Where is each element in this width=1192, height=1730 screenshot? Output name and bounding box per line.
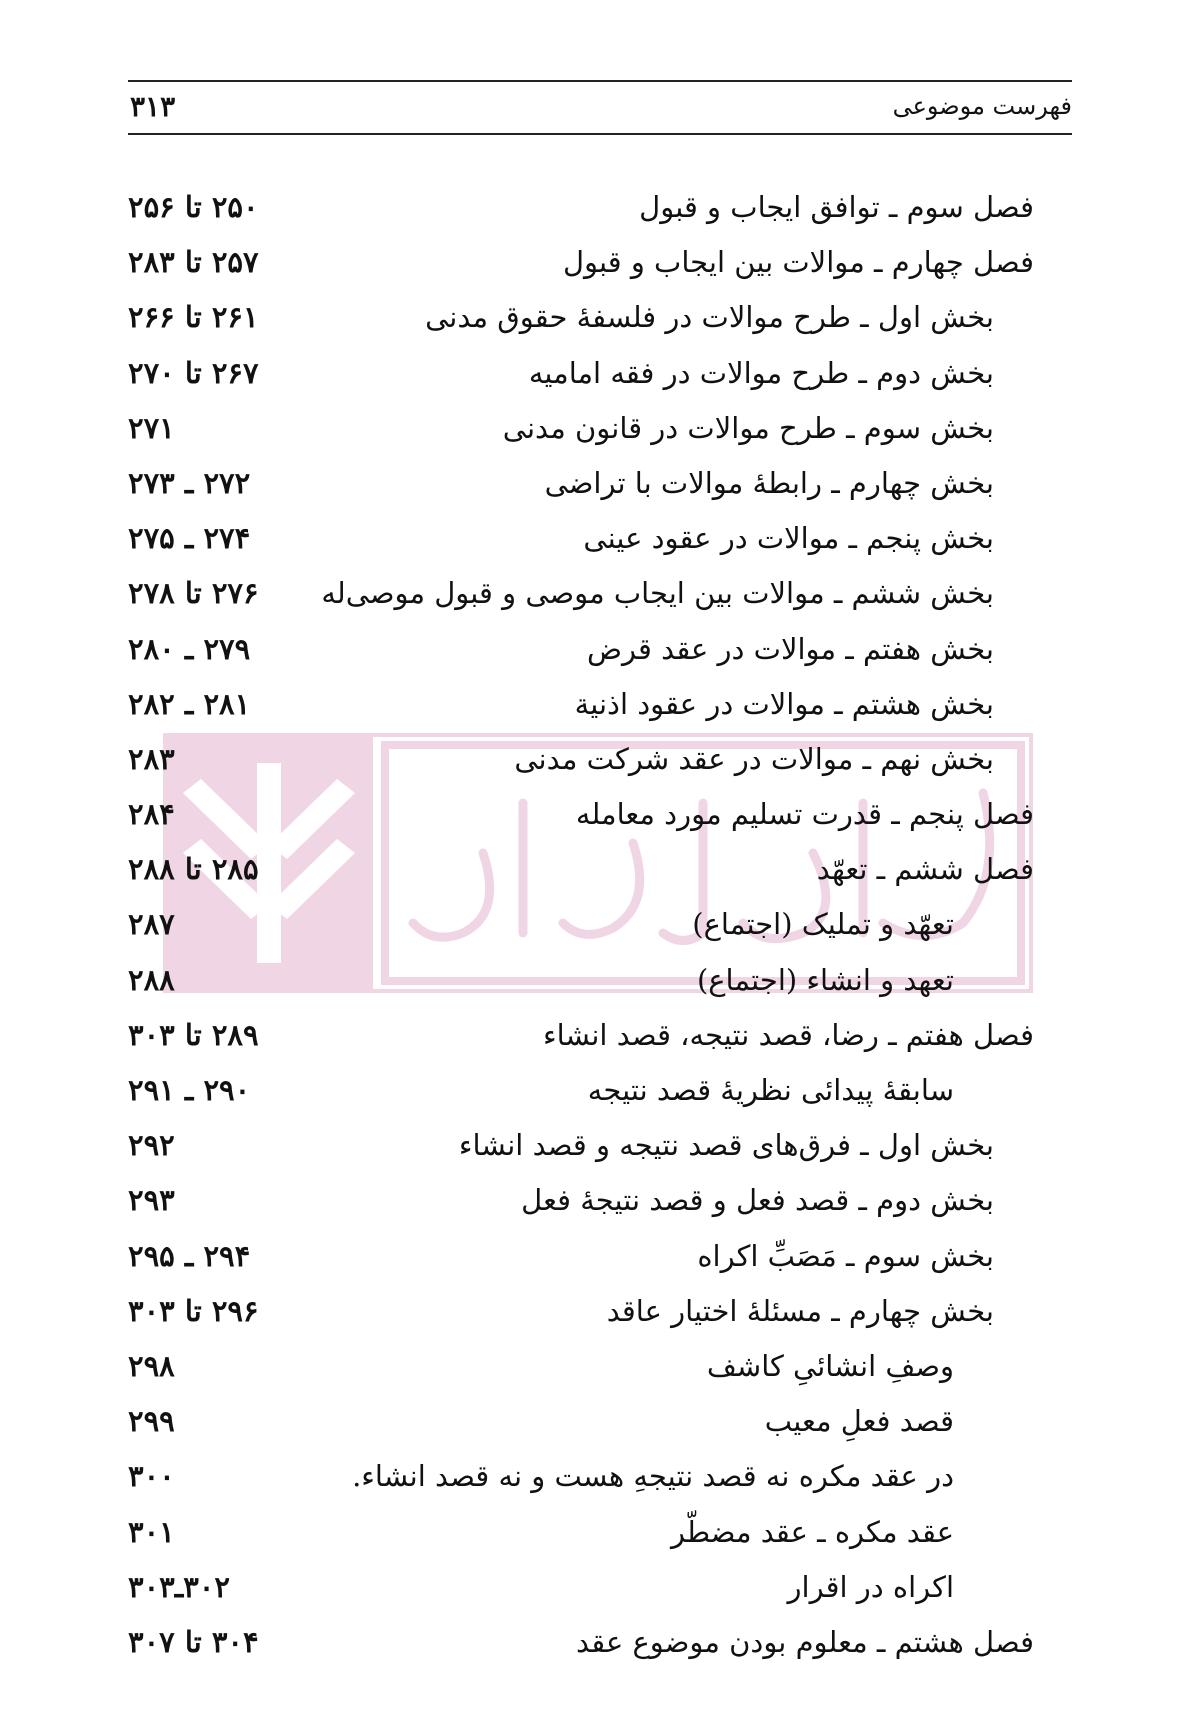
toc-entry-pages: ۲۷۶ تا ۲۷۸ xyxy=(128,576,259,611)
toc-entry-pages: ۲۹۳ xyxy=(128,1183,175,1218)
toc-entry-pages: ۲۹۹ xyxy=(128,1404,175,1439)
toc-entry-title: اکراه در اقرار xyxy=(787,1569,954,1604)
toc-entry-pages: ۲۸۸ xyxy=(128,962,175,997)
toc-entry xyxy=(0,842,1192,897)
toc-entry-pages: ۲۹۶ تا ۳۰۳ xyxy=(128,1293,259,1328)
toc-entry-pages: ۲۶۷ تا ۲۷۰ xyxy=(128,355,259,390)
toc-entry xyxy=(0,290,1192,345)
toc-entry-title: بخش دوم ـ قصد فعل و قصد نتیجهٔ فعل xyxy=(521,1183,994,1218)
toc-entry-title: فصل سوم ـ توافق ایجاب و قبول xyxy=(639,190,1034,224)
toc-entry-title: بخش ششم ـ موالات بین ایجاب موصی و قبول موصی‌له xyxy=(321,576,994,611)
toc-entry xyxy=(0,1339,1192,1394)
toc-entry-title: بخش نهم ـ موالات در عقد شرکت مدنی xyxy=(514,741,994,776)
toc-entry xyxy=(0,566,1192,621)
toc-entry-pages: ۲۷۱ xyxy=(128,410,175,445)
toc-entry xyxy=(0,787,1192,842)
toc-entry-title: فصل پنجم ـ قدرت تسلیم مورد معامله xyxy=(575,797,1034,832)
toc-entry-title: فصل ششم ـ تعهّد xyxy=(816,852,1034,887)
toc-entry-title: در عقد مکره نه قصد نتیجهِ هست و نه قصد انشاء. xyxy=(352,1459,954,1494)
toc-entry-pages: ۳۰۴ تا ۳۰۷ xyxy=(128,1624,259,1659)
toc-entry xyxy=(0,897,1192,952)
toc-entry xyxy=(0,622,1192,677)
toc-entry-title: بخش چهارم ـ رابطهٔ موالات با تراضی xyxy=(544,465,994,500)
toc-entry-title: بخش پنجم ـ موالات در عقود عینی xyxy=(583,521,994,556)
toc-entry-title: بخش سوم ـ طرح موالات در قانون مدنی xyxy=(502,410,994,445)
toc-entry-title: بخش سوم ـ مَصَبِّ اکراه xyxy=(697,1238,994,1273)
table-of-contents xyxy=(0,180,1192,1670)
toc-entry xyxy=(0,1560,1192,1615)
toc-entry xyxy=(0,456,1192,511)
toc-entry-title: تعهّد و تملیک (اجتماع) xyxy=(692,907,954,942)
toc-entry-title: قصد فعلِ معیب xyxy=(764,1404,954,1439)
toc-entry xyxy=(0,1063,1192,1118)
page-number: ۳۱۳ xyxy=(130,90,176,123)
toc-entry xyxy=(0,1505,1192,1560)
toc-entry-pages: ۲۹۴ ـ ۲۹۵ xyxy=(128,1238,251,1273)
toc-entry-pages: ۲۵۰ تا ۲۵۶ xyxy=(128,190,259,224)
toc-entry-pages: ۲۷۹ ـ ۲۸۰ xyxy=(128,631,251,666)
toc-entry-title: بخش هشتم ـ موالات در عقود اذنیة xyxy=(574,686,994,721)
toc-entry-pages: ۳۰۱ xyxy=(128,1514,175,1549)
toc-entry xyxy=(0,953,1192,1008)
toc-entry-pages: ۲۷۲ ـ ۲۷۳ xyxy=(128,465,251,500)
toc-entry-pages: ۲۵۷ تا ۲۸۳ xyxy=(128,245,259,280)
toc-entry xyxy=(0,180,1192,235)
toc-entry-title: بخش هفتم ـ موالات در عقد قرض xyxy=(586,631,994,666)
header-rule-bottom xyxy=(128,133,1072,135)
toc-entry xyxy=(0,511,1192,566)
toc-entry xyxy=(0,1173,1192,1228)
toc-entry-pages: ۲۶۱ تا ۲۶۶ xyxy=(128,300,259,335)
toc-entry xyxy=(0,1394,1192,1449)
toc-entry xyxy=(0,235,1192,290)
toc-entry-pages: ۲۸۷ xyxy=(128,907,175,942)
toc-entry-title: عقد مکره ـ عقد مضطّر xyxy=(671,1514,954,1549)
toc-entry-title: فصل هفتم ـ رضا، قصد نتیجه، قصد انشاء xyxy=(543,1017,1034,1052)
toc-entry-title: بخش اول ـ طرح موالات در فلسفهٔ حقوق مدنی xyxy=(425,300,994,335)
toc-entry-pages: ۲۸۵ تا ۲۸۸ xyxy=(128,852,259,887)
toc-entry xyxy=(0,1284,1192,1339)
toc-entry-pages: ۲۹۰ ـ ۲۹۱ xyxy=(128,1073,251,1107)
toc-entry xyxy=(0,401,1192,456)
toc-entry-title: بخش اول ـ فرق‌های قصد نتیجه و قصد انشاء xyxy=(458,1128,994,1163)
toc-entry-pages: ۲۸۹ تا ۳۰۳ xyxy=(128,1017,259,1052)
toc-entry-title: وصفِ انشائیِ کاشف xyxy=(706,1348,954,1383)
toc-entry-pages: ۲۸۱ ـ ۲۸۲ xyxy=(128,686,251,721)
toc-entry-pages: ۳۰۲ـ۳۰۳ xyxy=(128,1569,230,1604)
toc-entry xyxy=(0,677,1192,732)
header-rule-top xyxy=(128,80,1072,82)
toc-entry-pages: ۲۸۳ xyxy=(128,741,175,776)
toc-entry xyxy=(0,732,1192,787)
toc-entry xyxy=(0,346,1192,401)
toc-entry-title: تعهد و انشاء (اجتماع) xyxy=(696,962,954,997)
toc-entry xyxy=(0,1615,1192,1670)
toc-entry-title: بخش چهارم ـ مسئلهٔ اختیار عاقد xyxy=(606,1293,994,1328)
toc-entry-pages: ۲۷۴ ـ ۲۷۵ xyxy=(128,521,251,556)
toc-entry-title: فصل چهارم ـ موالات بین ایجاب و قبول xyxy=(562,245,1034,280)
toc-entry xyxy=(0,1008,1192,1063)
toc-entry-title: فصل هشتم ـ معلوم بودن موضوع عقد xyxy=(576,1624,1034,1659)
toc-entry-pages: ۲۹۲ xyxy=(128,1128,175,1163)
toc-entry-title: سابقهٔ پیدائی نظریهٔ قصد نتیجه xyxy=(587,1073,954,1107)
toc-entry-pages: ۳۰۰ xyxy=(128,1459,175,1494)
toc-entry-pages: ۲۹۸ xyxy=(128,1348,175,1383)
toc-entry-title: بخش دوم ـ طرح موالات در فقه امامیه xyxy=(528,355,994,390)
toc-entry xyxy=(0,1229,1192,1284)
toc-entry xyxy=(0,1449,1192,1504)
toc-entry-pages: ۲۸۴ xyxy=(128,797,175,832)
running-head: فهرست موضوعی xyxy=(892,92,1072,120)
toc-entry xyxy=(0,1118,1192,1173)
